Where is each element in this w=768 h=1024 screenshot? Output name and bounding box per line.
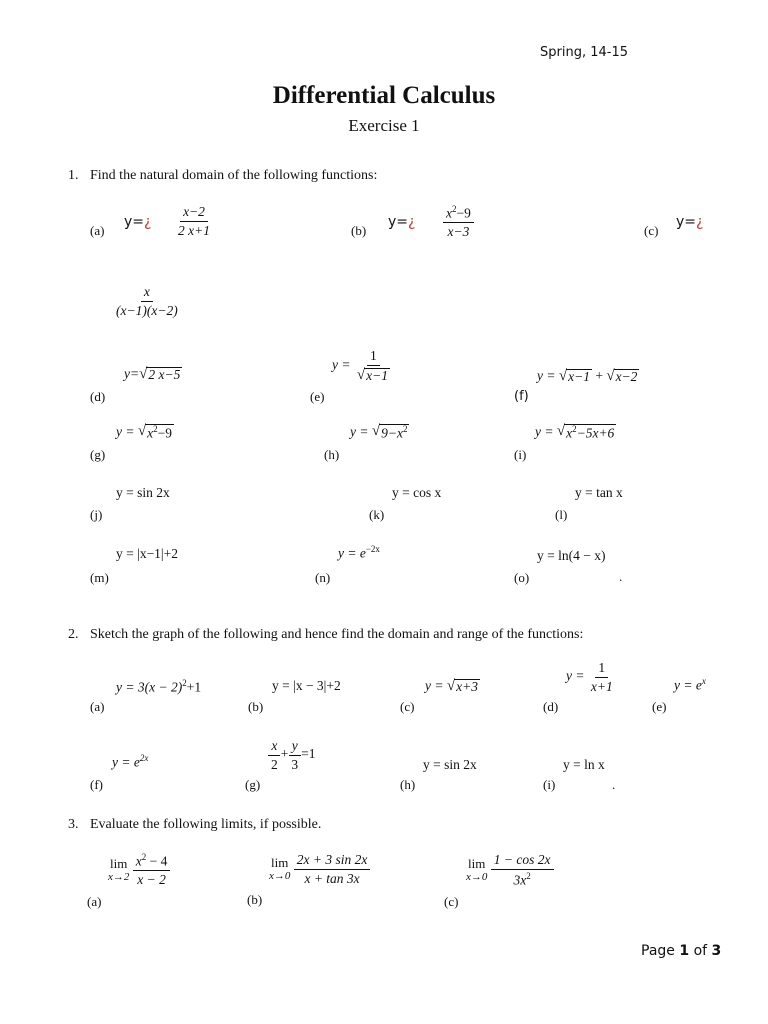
q1f-expr: y = √ x−1 + √ x−2 <box>537 367 638 384</box>
q1k-label: (k) <box>369 507 385 522</box>
q1o-expr: y = ln(4 − x) <box>537 548 606 563</box>
q2e-label: (e) <box>652 699 667 714</box>
q1m-label: (m) <box>90 570 109 585</box>
q2-number: 2. <box>68 627 79 642</box>
q2h-expr: y = sin 2x <box>423 757 477 772</box>
q1l-label: (l) <box>555 507 568 522</box>
q3c-expr: lim x→0 $\frac{1 - \cos 2x}{3x^2}$ <box>466 852 554 888</box>
q2b-expr: y = |x − 3|+2 <box>272 678 341 693</box>
q2h-label: (h) <box>400 777 416 792</box>
q1e-label: (e) <box>310 389 325 404</box>
q1m-expr: y = |x−1|+2 <box>116 546 178 561</box>
q1i-label: (i) <box>514 447 527 462</box>
q2b-label: (b) <box>248 699 264 714</box>
q2a-expr: $y = 3(x - 2)^2+1$ <box>116 678 202 695</box>
q1b-lhs: y=¿ <box>388 214 416 230</box>
q1l-expr: y = tan x <box>575 485 623 500</box>
q2e-expr: $y = e^x$ <box>674 676 706 693</box>
q1j-expr: y = sin 2x <box>116 485 170 500</box>
q2i-expr: y = ln x <box>563 757 605 772</box>
q2a-label: (a) <box>90 699 105 714</box>
q2d-label: (d) <box>543 699 559 714</box>
page-title: Differential Calculus <box>272 82 496 109</box>
q1f-label: (f) <box>514 389 529 404</box>
q1a-fraction: $\frac{x-2}{2 x+1}$ <box>178 204 210 238</box>
term-label: Spring, 14-15 <box>540 45 628 60</box>
q1a-lhs: y=¿ <box>124 214 152 230</box>
q1b-label: (b) <box>351 223 367 238</box>
q3c-label: (c) <box>444 894 459 909</box>
q1d-expr: y= √ 2 x−5 <box>124 365 181 382</box>
q3-number: 3. <box>68 817 79 832</box>
q3b-expr: lim x→0 $\frac{2x + 3 \sin 2x}{x + \tan 3x}$ <box>269 852 370 886</box>
q1c-fraction: $\frac{x}{(x-1)(x-2)}$ <box>116 284 178 318</box>
q2-prompt: Sketch the graph of the following and hence find the domain and range of the functions: <box>90 627 584 642</box>
q2d-expr: y = $\frac{1}{x+1}$ <box>566 660 613 694</box>
q1d-label: (d) <box>90 389 106 404</box>
q1n-label: (n) <box>315 570 331 585</box>
q2i-trail: . <box>612 777 616 792</box>
q1i-expr: y = √ $x^2-5x+6$ <box>535 423 615 441</box>
q1g-expr: y = √ $x^2-9$ <box>116 423 172 441</box>
q1n-expr: $y = e^{-2x}$ <box>338 544 380 561</box>
page-indicator: Page 1 of 3 <box>641 943 722 959</box>
q1c-label: (c) <box>644 223 659 238</box>
q1-number: 1. <box>68 168 79 183</box>
q2g-label: (g) <box>245 777 261 792</box>
q1o-trail: . <box>619 569 623 584</box>
q1k-expr: y = cos x <box>392 485 442 500</box>
q2f-label: (f) <box>90 777 103 792</box>
q1-prompt: Find the natural domain of the following functions: <box>90 168 378 183</box>
q1c-lhs: y=¿ <box>676 214 704 230</box>
q2g-expr: $\frac{x}{2}$ + $\frac{y}{3}$ =1 <box>268 738 316 772</box>
page-subtitle: Exercise 1 <box>348 116 420 135</box>
q1j-label: (j) <box>90 507 103 522</box>
q2c-expr: y = √ x+3 <box>425 677 478 694</box>
q1e-expr: y = 1 √ x−1 <box>332 348 388 383</box>
q1g-label: (g) <box>90 447 106 462</box>
q3-prompt: Evaluate the following limits, if possible. <box>90 817 322 832</box>
q1h-label: (h) <box>324 447 340 462</box>
q2c-label: (c) <box>400 699 415 714</box>
q3a-expr: lim x→2 $\frac{x^2 - 4}{x - 2}$ <box>108 852 170 888</box>
q1a-label: (a) <box>90 223 105 238</box>
q2i-label: (i) <box>543 777 556 792</box>
q1h-expr: y = √ $9-x^2$ <box>350 423 408 441</box>
q3b-label: (b) <box>247 892 263 907</box>
q3a-label: (a) <box>87 894 102 909</box>
q1b-fraction: $\frac{x^2-9}{x-3}$ <box>443 204 474 240</box>
q1o-label: (o) <box>514 570 530 585</box>
q2f-expr: $y = e^{2x}$ <box>112 753 149 770</box>
